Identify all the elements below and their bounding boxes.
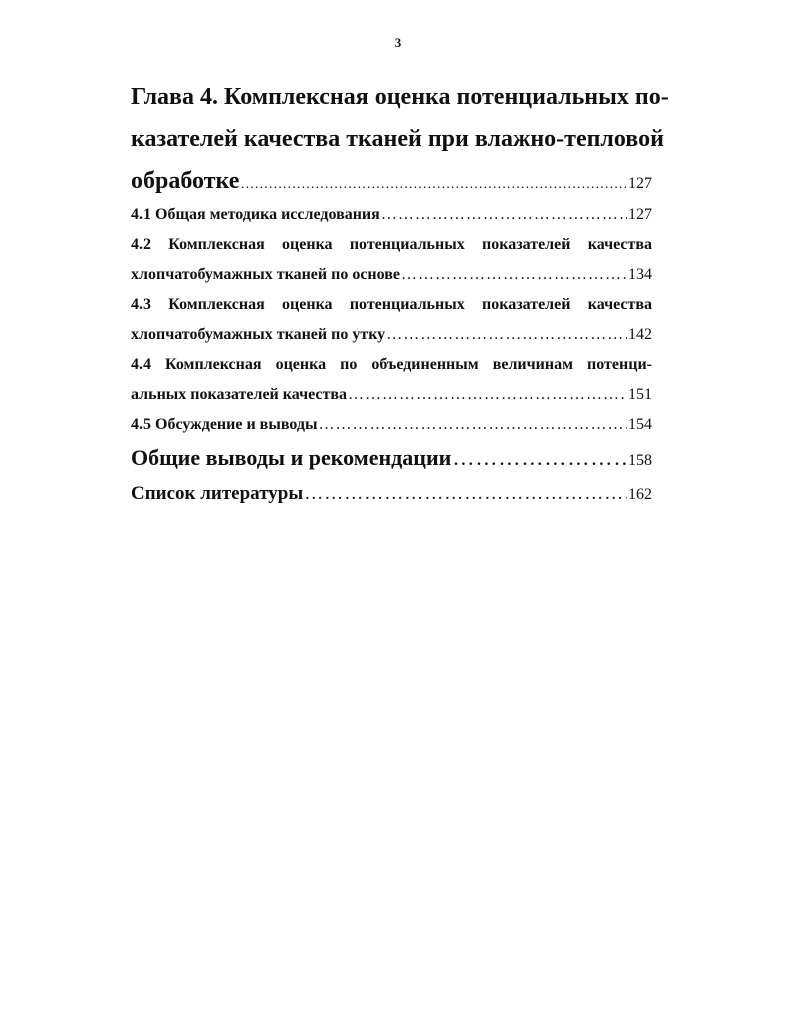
section-line	[131, 200, 652, 230]
dot-leader	[452, 440, 627, 476]
toc-entry-chapter-4[interactable]	[131, 76, 669, 200]
references-title: Список литературы	[131, 483, 304, 504]
section-title-line-2: альных показателей качества	[131, 386, 348, 403]
chapter-title-line-1: Глава 4. Комплексная оценка потенциальных по-	[131, 84, 669, 110]
section-line	[131, 260, 652, 290]
chapter-title-line-3	[131, 160, 652, 200]
section-title-line-1: 4.3 Комплексная оценка потенциальных показателей качества	[131, 296, 652, 313]
section-line	[131, 320, 652, 350]
page-number: 3	[394, 35, 402, 50]
toc-entry-section-4-1[interactable]	[131, 200, 652, 230]
toc-entry-references[interactable]	[131, 476, 652, 512]
page-ref: 142	[628, 326, 652, 343]
page-ref: 134	[628, 266, 652, 283]
conclusions-title: Общие выводы и рекомендации	[131, 445, 452, 470]
section-title-line-1: 4.4 Комплексная оценка по объединенным величинам потенци-	[131, 356, 652, 373]
table-of-contents	[131, 76, 669, 512]
page-ref: 154	[628, 416, 652, 433]
toc-entry-section-4-4[interactable]	[131, 350, 652, 410]
dot-leader	[386, 320, 627, 350]
toc-entry-section-4-3[interactable]	[131, 290, 652, 350]
references-line	[131, 476, 652, 512]
chapter-title-line-2: казателей качества тканей при влажно-тепловой	[131, 126, 664, 152]
page-ref: 127	[628, 175, 652, 192]
page-ref: 127	[628, 206, 652, 223]
dot-leader	[401, 260, 627, 290]
toc-entry-conclusions[interactable]	[131, 440, 652, 476]
toc-entry-section-4-2[interactable]	[131, 230, 652, 290]
page-ref: 162	[628, 486, 652, 503]
section-title: 4.1 Общая методика исследования	[131, 206, 380, 223]
dot-leader	[381, 200, 627, 230]
section-title-line-2: хлопчатобумажных тканей по утку	[131, 326, 386, 343]
dot-leader	[318, 410, 627, 440]
dot-leader	[304, 476, 627, 512]
conclusions-line	[131, 440, 652, 476]
section-title: 4.5 Обсуждение и выводы	[131, 416, 318, 433]
section-title-line-1: 4.2 Комплексная оценка потенциальных показателей качества	[131, 236, 652, 253]
section-title-line-2: хлопчатобумажных тканей по основе	[131, 266, 400, 283]
section-line	[131, 410, 652, 440]
page-ref: 151	[628, 386, 652, 403]
dot-leader	[348, 380, 627, 410]
toc-entry-section-4-5[interactable]	[131, 410, 652, 440]
chapter-title-text: обработке	[131, 168, 240, 194]
section-line	[131, 380, 652, 410]
page-ref: 158	[628, 452, 652, 469]
